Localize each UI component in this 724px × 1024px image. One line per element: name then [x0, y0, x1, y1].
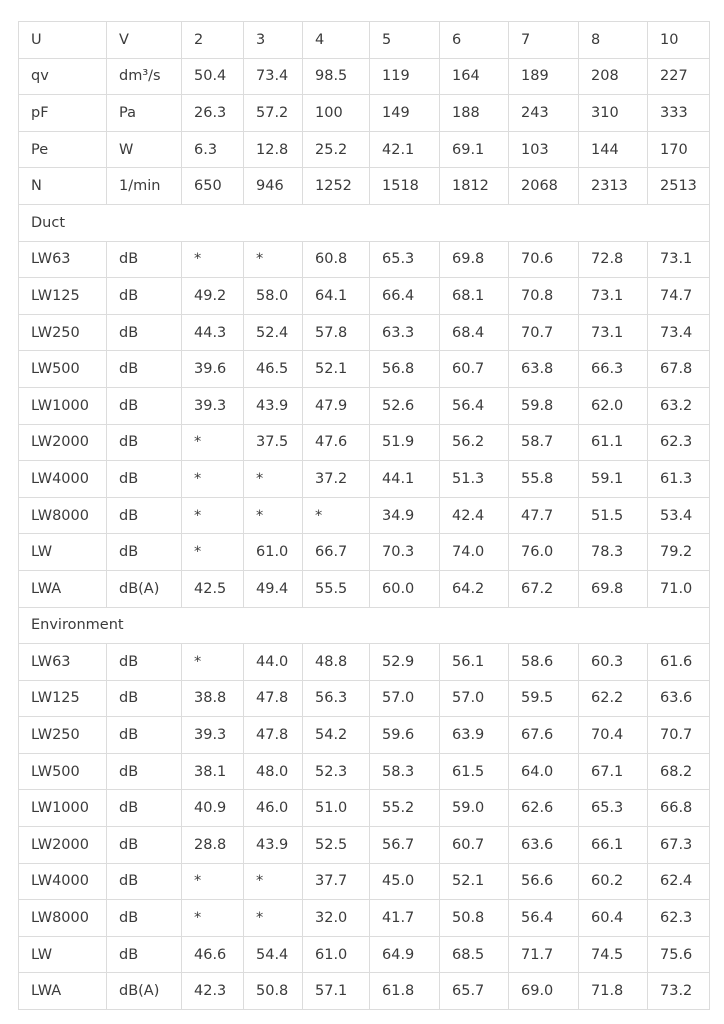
row-label-cell: N — [19, 168, 107, 205]
value-cell: 56.3 — [303, 680, 370, 717]
table-row — [19, 387, 710, 424]
value-cell: 55.5 — [303, 570, 370, 607]
value-cell: 100 — [303, 95, 370, 132]
value-cell: 50.8 — [244, 973, 303, 1010]
value-cell: 57.2 — [244, 95, 303, 132]
row-label-cell: qv — [19, 58, 107, 95]
value-cell: 56.4 — [440, 387, 509, 424]
value-cell: 69.8 — [440, 241, 509, 278]
unit-cell: dB — [107, 424, 182, 461]
value-cell: 56.7 — [370, 827, 440, 864]
value-cell: 60.8 — [303, 241, 370, 278]
value-cell: 47.9 — [303, 387, 370, 424]
value-cell: 66.8 — [648, 790, 710, 827]
row-label-cell: pF — [19, 95, 107, 132]
value-cell: 73.1 — [579, 278, 648, 315]
value-cell: 69.1 — [440, 131, 509, 168]
table-row — [19, 717, 710, 754]
value-cell: 65.7 — [440, 973, 509, 1010]
value-cell: 66.4 — [370, 278, 440, 315]
value-cell: 71.8 — [579, 973, 648, 1010]
value-cell: 67.1 — [579, 753, 648, 790]
row-label-cell: LW63 — [19, 644, 107, 681]
value-cell: 44.1 — [370, 461, 440, 498]
row-label-cell: LW2000 — [19, 424, 107, 461]
value-cell: 62.6 — [509, 790, 579, 827]
value-cell: 64.2 — [440, 570, 509, 607]
header-row — [19, 22, 710, 59]
value-cell: 63.2 — [648, 387, 710, 424]
table-row — [19, 973, 710, 1010]
value-cell: 60.4 — [579, 900, 648, 937]
unit-cell: dB(A) — [107, 973, 182, 1010]
value-cell: 57.1 — [303, 973, 370, 1010]
table-row — [19, 461, 710, 498]
table-row — [19, 131, 710, 168]
value-cell: 45.0 — [370, 863, 440, 900]
value-cell: 60.2 — [579, 863, 648, 900]
value-cell: 59.6 — [370, 717, 440, 754]
value-cell: 70.7 — [509, 314, 579, 351]
value-cell: 62.4 — [648, 863, 710, 900]
value-cell: 6.3 — [182, 131, 244, 168]
value-cell: 70.8 — [509, 278, 579, 315]
value-cell: 63.6 — [648, 680, 710, 717]
value-cell: 65.3 — [370, 241, 440, 278]
value-cell: 57.0 — [370, 680, 440, 717]
unit-cell: dB — [107, 497, 182, 534]
value-cell: 37.7 — [303, 863, 370, 900]
value-cell: 49.2 — [182, 278, 244, 315]
value-cell: 43.9 — [244, 387, 303, 424]
value-cell: 56.6 — [509, 863, 579, 900]
value-cell: 26.3 — [182, 95, 244, 132]
unit-cell: 1/min — [107, 168, 182, 205]
value-cell: 52.4 — [244, 314, 303, 351]
value-cell: 55.2 — [370, 790, 440, 827]
value-cell: 52.1 — [303, 351, 370, 388]
value-cell: 208 — [579, 58, 648, 95]
value-cell: * — [244, 863, 303, 900]
value-cell: * — [244, 900, 303, 937]
table-row — [19, 570, 710, 607]
value-cell: 61.3 — [648, 461, 710, 498]
value-cell: * — [182, 241, 244, 278]
data-table-container — [18, 21, 710, 1010]
value-cell: 64.9 — [370, 936, 440, 973]
value-cell: 69.8 — [579, 570, 648, 607]
table-row — [19, 351, 710, 388]
row-label-cell: LWA — [19, 570, 107, 607]
unit-cell: dB — [107, 534, 182, 571]
value-cell: 188 — [440, 95, 509, 132]
unit-cell: dB — [107, 278, 182, 315]
value-cell: 61.8 — [370, 973, 440, 1010]
value-cell: 59.0 — [440, 790, 509, 827]
value-cell: 68.5 — [440, 936, 509, 973]
value-cell: 43.9 — [244, 827, 303, 864]
value-cell: 2068 — [509, 168, 579, 205]
value-cell: 2313 — [579, 168, 648, 205]
row-label-cell: LW4000 — [19, 461, 107, 498]
row-label-cell: LW125 — [19, 680, 107, 717]
value-cell: 74.7 — [648, 278, 710, 315]
table-row — [19, 753, 710, 790]
value-cell: 47.7 — [509, 497, 579, 534]
value-cell: 333 — [648, 95, 710, 132]
value-cell: 73.4 — [648, 314, 710, 351]
row-label-cell: LW125 — [19, 278, 107, 315]
value-cell: 66.3 — [579, 351, 648, 388]
value-cell: 63.8 — [509, 351, 579, 388]
value-cell: 64.1 — [303, 278, 370, 315]
value-cell: 1252 — [303, 168, 370, 205]
value-cell: 69.0 — [509, 973, 579, 1010]
value-cell: 189 — [509, 58, 579, 95]
value-cell: 46.0 — [244, 790, 303, 827]
value-cell: 75.6 — [648, 936, 710, 973]
unit-cell: dB — [107, 863, 182, 900]
value-cell: 34.9 — [370, 497, 440, 534]
value-cell: 2 — [182, 22, 244, 59]
value-cell: * — [182, 424, 244, 461]
value-cell: 60.7 — [440, 827, 509, 864]
value-cell: 4 — [303, 22, 370, 59]
value-cell: 58.6 — [509, 644, 579, 681]
row-label-cell: LW2000 — [19, 827, 107, 864]
value-cell: 51.0 — [303, 790, 370, 827]
fan-performance-table — [18, 21, 710, 1010]
value-cell: 56.1 — [440, 644, 509, 681]
row-label-cell: LW500 — [19, 351, 107, 388]
value-cell: 164 — [440, 58, 509, 95]
row-label-cell: LW8000 — [19, 900, 107, 937]
value-cell: 68.1 — [440, 278, 509, 315]
value-cell: * — [244, 497, 303, 534]
value-cell: 310 — [579, 95, 648, 132]
value-cell: 946 — [244, 168, 303, 205]
row-label-cell: LW — [19, 534, 107, 571]
unit-cell: dB — [107, 387, 182, 424]
value-cell: 64.0 — [509, 753, 579, 790]
value-cell: 59.5 — [509, 680, 579, 717]
value-cell: 55.8 — [509, 461, 579, 498]
section-title: Environment — [19, 607, 710, 644]
value-cell: 56.2 — [440, 424, 509, 461]
value-cell: 98.5 — [303, 58, 370, 95]
value-cell: 66.1 — [579, 827, 648, 864]
value-cell: 37.5 — [244, 424, 303, 461]
value-cell: 62.2 — [579, 680, 648, 717]
value-cell: 5 — [370, 22, 440, 59]
table-row — [19, 424, 710, 461]
value-cell: 48.8 — [303, 644, 370, 681]
value-cell: 7 — [509, 22, 579, 59]
value-cell: 63.9 — [440, 717, 509, 754]
value-cell: 72.8 — [579, 241, 648, 278]
value-cell: 78.3 — [579, 534, 648, 571]
unit-cell: dB — [107, 314, 182, 351]
unit-cell: Pa — [107, 95, 182, 132]
unit-cell: dB(A) — [107, 570, 182, 607]
value-cell: 61.5 — [440, 753, 509, 790]
value-cell: 54.2 — [303, 717, 370, 754]
value-cell: 3 — [244, 22, 303, 59]
value-cell: 41.7 — [370, 900, 440, 937]
value-cell: 59.1 — [579, 461, 648, 498]
row-label-cell: U — [19, 22, 107, 59]
value-cell: 47.6 — [303, 424, 370, 461]
value-cell: 52.5 — [303, 827, 370, 864]
value-cell: 61.1 — [579, 424, 648, 461]
table-row — [19, 827, 710, 864]
table-row — [19, 314, 710, 351]
section-row — [19, 204, 710, 241]
value-cell: 227 — [648, 58, 710, 95]
unit-cell: dB — [107, 680, 182, 717]
value-cell: 32.0 — [303, 900, 370, 937]
value-cell: 73.1 — [648, 241, 710, 278]
value-cell: 25.2 — [303, 131, 370, 168]
row-label-cell: LW250 — [19, 314, 107, 351]
value-cell: 62.3 — [648, 424, 710, 461]
value-cell: 63.6 — [509, 827, 579, 864]
value-cell: 58.7 — [509, 424, 579, 461]
table-row — [19, 241, 710, 278]
row-label-cell: LW4000 — [19, 863, 107, 900]
value-cell: 54.4 — [244, 936, 303, 973]
value-cell: 61.0 — [244, 534, 303, 571]
unit-cell: dB — [107, 790, 182, 827]
value-cell: 40.9 — [182, 790, 244, 827]
table-row — [19, 534, 710, 571]
value-cell: 60.3 — [579, 644, 648, 681]
unit-cell: V — [107, 22, 182, 59]
table-row — [19, 95, 710, 132]
value-cell: 119 — [370, 58, 440, 95]
unit-cell: dB — [107, 241, 182, 278]
table-row — [19, 168, 710, 205]
value-cell: 28.8 — [182, 827, 244, 864]
value-cell: 60.0 — [370, 570, 440, 607]
value-cell: 243 — [509, 95, 579, 132]
table-row — [19, 790, 710, 827]
value-cell: 79.2 — [648, 534, 710, 571]
value-cell: 42.4 — [440, 497, 509, 534]
value-cell: 57.8 — [303, 314, 370, 351]
row-label-cell: LW — [19, 936, 107, 973]
value-cell: 56.4 — [509, 900, 579, 937]
unit-cell: dB — [107, 900, 182, 937]
row-label-cell: LW63 — [19, 241, 107, 278]
value-cell: 48.0 — [244, 753, 303, 790]
value-cell: 70.4 — [579, 717, 648, 754]
value-cell: 2513 — [648, 168, 710, 205]
unit-cell: dB — [107, 717, 182, 754]
value-cell: 650 — [182, 168, 244, 205]
value-cell: 70.3 — [370, 534, 440, 571]
value-cell: 39.6 — [182, 351, 244, 388]
value-cell: 46.6 — [182, 936, 244, 973]
table-row — [19, 900, 710, 937]
value-cell: 68.2 — [648, 753, 710, 790]
value-cell: 71.0 — [648, 570, 710, 607]
value-cell: 1812 — [440, 168, 509, 205]
unit-cell: dB — [107, 827, 182, 864]
value-cell: 68.4 — [440, 314, 509, 351]
value-cell: * — [303, 497, 370, 534]
row-label-cell: LW1000 — [19, 790, 107, 827]
table-row — [19, 58, 710, 95]
unit-cell: dB — [107, 753, 182, 790]
value-cell: 61.6 — [648, 644, 710, 681]
value-cell: 63.3 — [370, 314, 440, 351]
value-cell: 74.0 — [440, 534, 509, 571]
value-cell: 52.3 — [303, 753, 370, 790]
value-cell: 67.8 — [648, 351, 710, 388]
value-cell: 52.6 — [370, 387, 440, 424]
row-label-cell: LW1000 — [19, 387, 107, 424]
section-title: Duct — [19, 204, 710, 241]
value-cell: 144 — [579, 131, 648, 168]
value-cell: 170 — [648, 131, 710, 168]
value-cell: 8 — [579, 22, 648, 59]
value-cell: 47.8 — [244, 680, 303, 717]
value-cell: 59.8 — [509, 387, 579, 424]
value-cell: 10 — [648, 22, 710, 59]
value-cell: 67.6 — [509, 717, 579, 754]
table-row — [19, 497, 710, 534]
value-cell: 73.1 — [579, 314, 648, 351]
value-cell: * — [182, 863, 244, 900]
value-cell: 73.4 — [244, 58, 303, 95]
value-cell: 70.7 — [648, 717, 710, 754]
table-row — [19, 680, 710, 717]
row-label-cell: LWA — [19, 973, 107, 1010]
section-row — [19, 607, 710, 644]
value-cell: 76.0 — [509, 534, 579, 571]
value-cell: 67.2 — [509, 570, 579, 607]
value-cell: 52.1 — [440, 863, 509, 900]
value-cell: 49.4 — [244, 570, 303, 607]
value-cell: 71.7 — [509, 936, 579, 973]
value-cell: 53.4 — [648, 497, 710, 534]
value-cell: 58.0 — [244, 278, 303, 315]
value-cell: 51.3 — [440, 461, 509, 498]
value-cell: 51.9 — [370, 424, 440, 461]
value-cell: * — [244, 461, 303, 498]
row-label-cell: Pe — [19, 131, 107, 168]
unit-cell: dB — [107, 351, 182, 388]
unit-cell: W — [107, 131, 182, 168]
table-row — [19, 278, 710, 315]
value-cell: 50.4 — [182, 58, 244, 95]
value-cell: 6 — [440, 22, 509, 59]
value-cell: 58.3 — [370, 753, 440, 790]
value-cell: 38.8 — [182, 680, 244, 717]
row-label-cell: LW250 — [19, 717, 107, 754]
table-row — [19, 863, 710, 900]
value-cell: * — [244, 241, 303, 278]
value-cell: 57.0 — [440, 680, 509, 717]
value-cell: 44.0 — [244, 644, 303, 681]
value-cell: * — [182, 461, 244, 498]
value-cell: * — [182, 497, 244, 534]
value-cell: 38.1 — [182, 753, 244, 790]
table-row — [19, 644, 710, 681]
value-cell: 149 — [370, 95, 440, 132]
value-cell: * — [182, 644, 244, 681]
unit-cell: dm³/s — [107, 58, 182, 95]
row-label-cell: LW500 — [19, 753, 107, 790]
value-cell: * — [182, 534, 244, 571]
unit-cell: dB — [107, 936, 182, 973]
value-cell: 70.6 — [509, 241, 579, 278]
value-cell: 73.2 — [648, 973, 710, 1010]
value-cell: 52.9 — [370, 644, 440, 681]
value-cell: 39.3 — [182, 387, 244, 424]
value-cell: * — [182, 900, 244, 937]
value-cell: 61.0 — [303, 936, 370, 973]
value-cell: 50.8 — [440, 900, 509, 937]
value-cell: 60.7 — [440, 351, 509, 388]
value-cell: 67.3 — [648, 827, 710, 864]
unit-cell: dB — [107, 461, 182, 498]
unit-cell: dB — [107, 644, 182, 681]
value-cell: 46.5 — [244, 351, 303, 388]
value-cell: 51.5 — [579, 497, 648, 534]
value-cell: 103 — [509, 131, 579, 168]
value-cell: 62.3 — [648, 900, 710, 937]
value-cell: 62.0 — [579, 387, 648, 424]
value-cell: 56.8 — [370, 351, 440, 388]
table-row — [19, 936, 710, 973]
value-cell: 47.8 — [244, 717, 303, 754]
value-cell: 39.3 — [182, 717, 244, 754]
value-cell: 42.3 — [182, 973, 244, 1010]
value-cell: 1518 — [370, 168, 440, 205]
value-cell: 37.2 — [303, 461, 370, 498]
row-label-cell: LW8000 — [19, 497, 107, 534]
value-cell: 65.3 — [579, 790, 648, 827]
value-cell: 74.5 — [579, 936, 648, 973]
value-cell: 66.7 — [303, 534, 370, 571]
value-cell: 42.1 — [370, 131, 440, 168]
value-cell: 42.5 — [182, 570, 244, 607]
value-cell: 12.8 — [244, 131, 303, 168]
value-cell: 44.3 — [182, 314, 244, 351]
